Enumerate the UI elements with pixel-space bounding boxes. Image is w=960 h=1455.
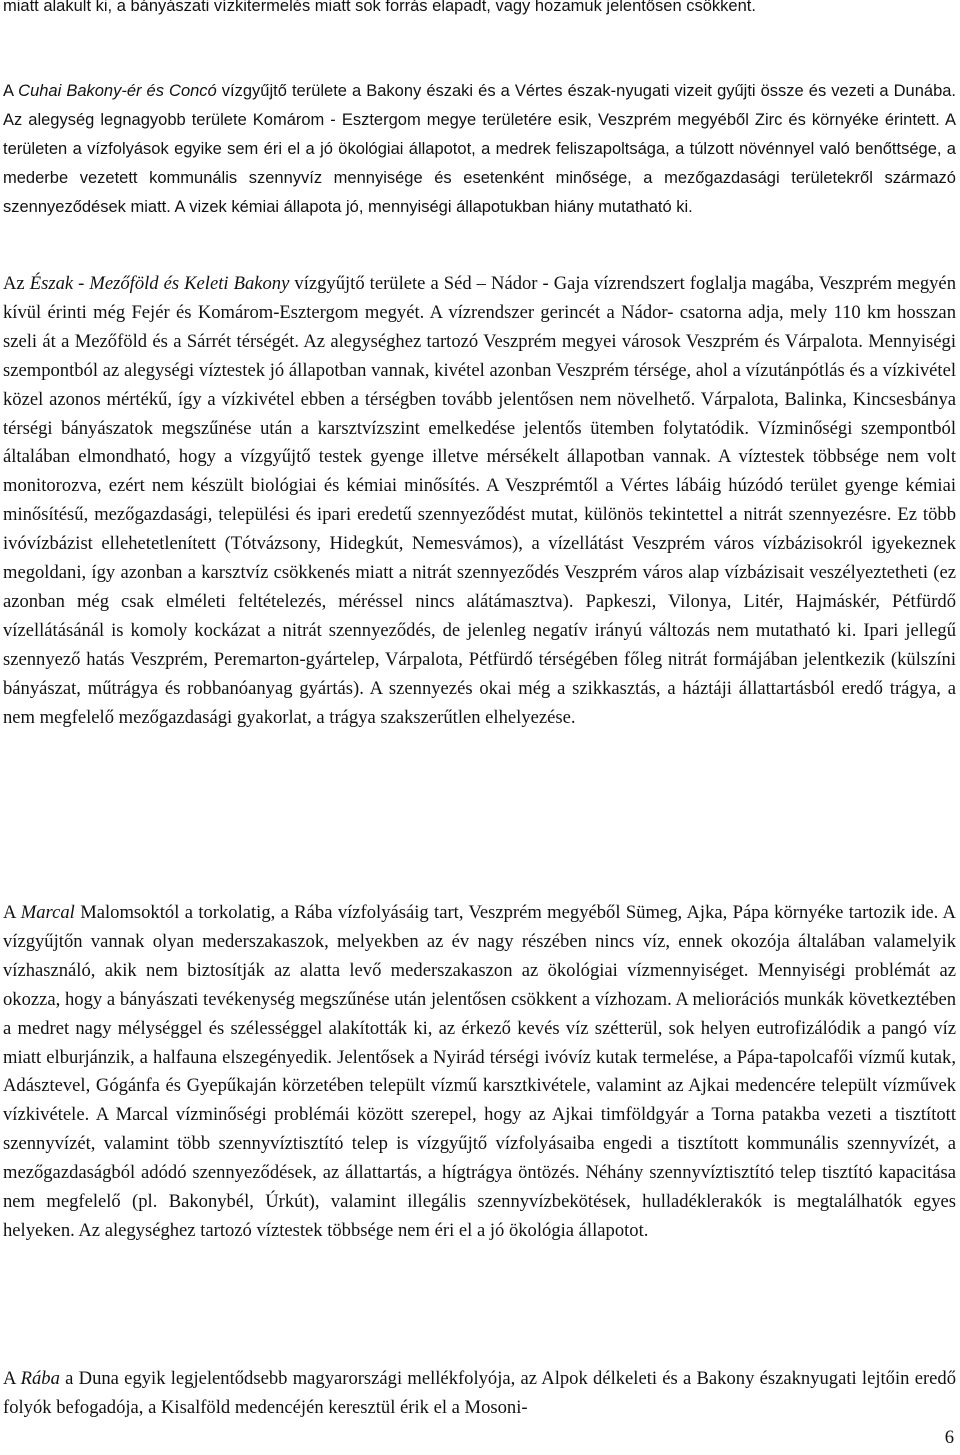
italic-term: Marcal: [20, 902, 75, 923]
paragraph-cuhai-bakony-er: [3, 77, 956, 222]
italic-term: Rába: [20, 1368, 60, 1389]
text-segment: A: [3, 1368, 21, 1389]
paragraph-karst-water: [3, 0, 956, 21]
italic-term: Észak - Mezőföld és Keleti Bakony: [29, 273, 290, 294]
paragraph-marcal: [3, 899, 956, 1246]
text-segment: vízgyűjtő területe a Séd – Nádor - Gaja vízrendszert foglalja magába, Veszprém megyén kívül érinti még Fejér és Komárom-Esztergom megyét. A vízrendszer gerincét a Nádor- csatorna adja, mely 110 km hosszan szeli át a Mezőföld és a Sárrét térségét. Az alegységhez tartozó Veszprém megyei városok Veszprém és Várpalota. Mennyiségi szempontból az alegységi víztestek jó állapotban vannak, kivétel azonban Veszprém térsége, ahol a vízutánpótlás és a vízkivétel közel azonos mértékű, így a vízkivétel ebben a térségben tovább jelentősen nem növelhető. Várpalota, Balinka, Kincsesbánya térségi bányászatok megszűnése után a karsztvízszint emelkedése jelentős ütemben folytatódik. Vízminőségi szempontból általában elmondható, hogy a vízgyűjtő testek gyenge illetve mérsékelt állapotban vannak. A víztestek többsége nem volt monitorozva, ezért nem készült biológiai és kémiai minősítés. A Veszprémtől a Vértes lábáig húzódó terület gyenge kémiai minősítésű, mezőgazdasági, települési és ipari eredetű szennyeződést mutat, különös tekintettel a nitrát szennyezésre. Ez több ivóvízbázist ellehetetlenített (Tótvázsony, Hidegkút, Nemesvámos), a vízellátást Veszprém város vízbázisokról igyekeznek megoldani, így azonban a karsztvíz csökkenés miatt a nitrát szennyeződés Veszprém város alap vízbázisait veszélyeztetheti (ez azonban még csak elméleti feltételezés, méréssel nincs alátámasztva). Papkeszi, Vilonya, Litér, Hajmáskér, Pétfürdő vízellátásánál is komoly kockázat a nitrát szennyeződés, de jelenleg negatív irányú változás nem mutatható ki. Ipari jellegű szennyező hatás Veszprém, Peremarton-gyártelep, Várpalota, Pétfürdő térségében főleg nitrát formájában jelentkezik (külszíni bányászat, műtrágya és robbanóanyag gyártás). A szennyezés okai még a szikkasztás, a háztáji állattartásból eredő trágya, a nem megfelelő mezőgazdasági gyakorlat, a trágya szakszerűtlen elhelyezése.: [3, 273, 956, 728]
paragraph-raba: [3, 1365, 956, 1423]
paragraph-eszak-mezofold: [3, 270, 956, 733]
italic-term: Cuhai Bakony-ér és Concó: [18, 82, 217, 100]
text-segment: vízgyűjtő területe a Bakony északi és a Vértes észak-nyugati vizeit gyűjti össze és vezeti a Dunába. Az alegység legnagyobb területe Komárom - Esztergom megye területére esik, Veszprém megyéből Zirc és környéke érintett. A területen a vízfolyások egyike sem éri el a jó ökológiai állapotot, a medrek feliszapoltsága, a túlzott növénnyel való benőttsége, a mederbe vezetett kommunális szennyvíz mennyisége és esetenként minősége, a mezőgazdasági területekről származó szennyeződések miatt. A vizek kémiai állapota jó, mennyiségi állapotukban hiány mutatható ki.: [3, 82, 957, 216]
text-segment: Az: [3, 273, 30, 294]
text-segment: Malomsoktól a torkolatig, a Rába vízfolyásáig tart, Veszprém megyéből Sümeg, Ajka, Pápa környéke tartozik ide. A vízgyűjtőn vannak olyan mederszakaszok, melyekben az év nagy részében nincs víz, ennek okozója általában valamelyik vízhasználó, akik nem biztosítják az alatta levő mederszakaszon az ökológiai vízmennyiséget. Mennyiségi problémát az okozza, hogy a bányászati tevékenység megszűnése után jelentősen csökkent a vízhozam. A meliorációs munkák következtében a medret nagy mélységgel és szélességgel alakították ki, az érkező kevés víz szétterül, sok helyen eutrofizálódik a pangó víz miatt elburjánzik, a halfauna elszegényedik. Jelentősek a Nyirád térségi ivóvíz kutak termelése, a Pápa-tapolcafői vízmű kutak, Adásztevel, Gógánfa és Gyepűkaján körzetében települt vízmű karsztkivétele, valamint az Ajkai medencére települt vízművek vízkivétele. A Marcal vízminőségi problémái között szerepel, hogy az Ajkai timföldgyár a Torna patakba vezeti a tisztított szennyvízét, valamint több szennyvíztisztító telep is vízgyűjtő vízfolyásaiba engedi a tisztított kommunális szennyvízét, a mezőgazdaságból adódó szennyeződések, az állattartás, a hígtrágya öntözés. Néhány szennyvíztisztító telep tisztító kapacitása nem megfelelő (pl. Bakonybél, Úrkút), valamint illegális szennyvízbekötések, hulladéklerakók is megtalálhatók egyes helyeken. Az alegységhez tartozó víztestek többsége nem éri el a jó ökológia állapotot.: [3, 902, 956, 1241]
text-segment: A: [3, 82, 19, 100]
page-number: 6: [944, 1427, 954, 1448]
text-segment: a Duna egyik legjelentődsebb magyarországi mellékfolyója, az Alpok délkeleti és a Bakony északnyugati lejtőin eredő folyók befogadója, a Kisalföld medencéjén keresztül érik el a Mosoni-: [3, 1368, 956, 1418]
text-segment: miatt alakult ki, a bányászati vízkitermelés miatt sok forrás elapadt, vagy hozamuk jelentősen csökkent.: [3, 0, 756, 15]
text-segment: A: [3, 902, 21, 923]
